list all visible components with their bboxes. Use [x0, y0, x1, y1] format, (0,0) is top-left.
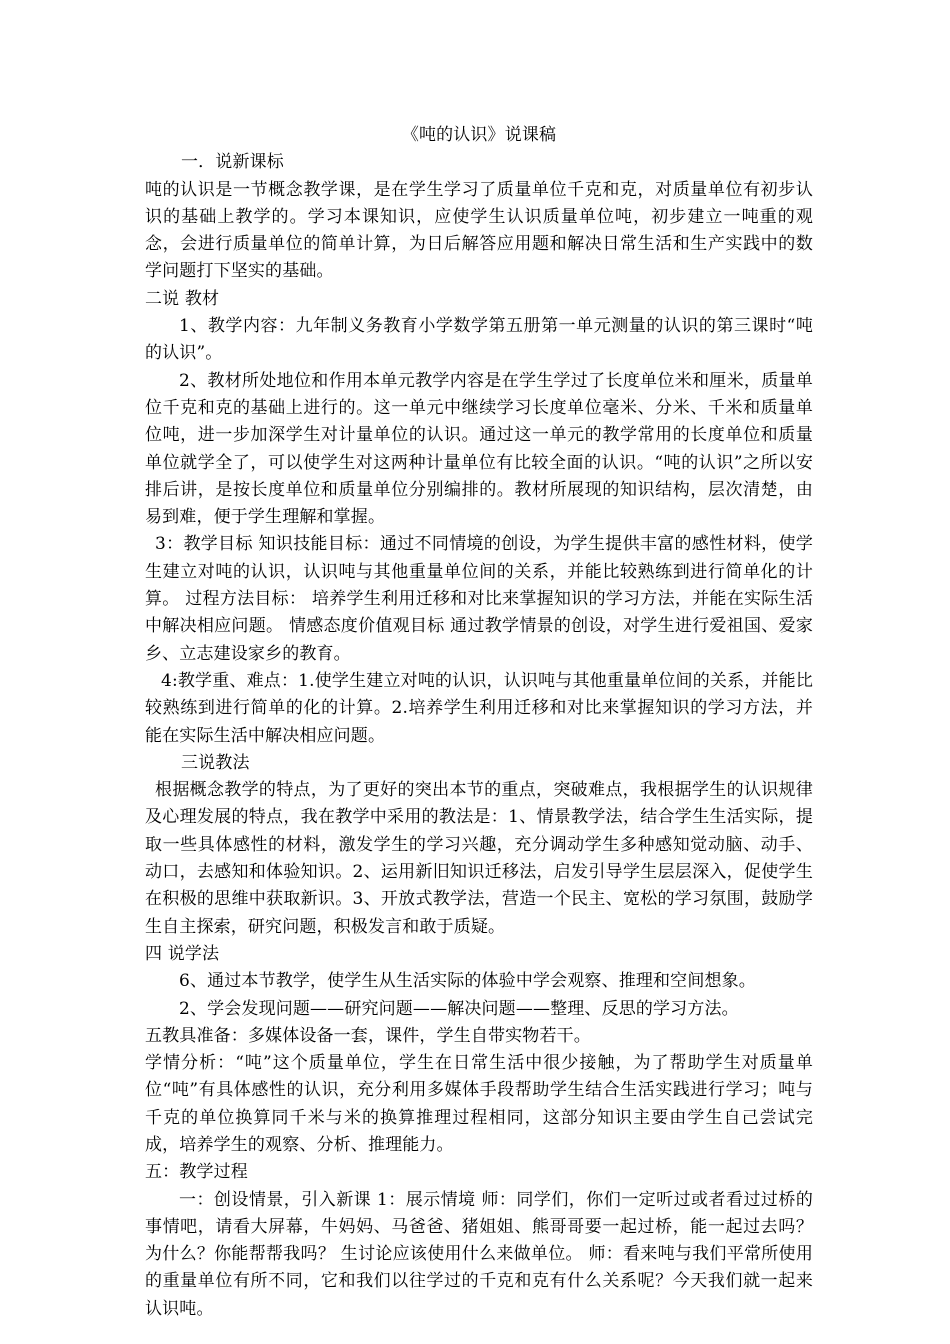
- section-heading-textbook: 二说 教材: [145, 288, 220, 309]
- document-body: [145, 122, 813, 1323]
- document-title: 《吨的认识》说课稿: [401, 125, 557, 145]
- paragraph-learning-method-1: 6、通过本节教学，使学生从生活实际的体验中学会观察、推理和空间想象。: [179, 971, 756, 992]
- paragraph-textbook-role: 2、教材所处地位和作用本单元教学内容是在学生学过了长度单位米和厘米，质量单位千克和克的基础上进行的。这一单元中继续学习长度单位毫米、分米、千米和质量单位吨，进一步加深学生对计量单位的认识。通过这一单元的教学常用的长度单位和质量单位就学全了，可以使学生对这两种计量单位有比较全面的认识。“吨的认识”之所以安排后讲，是按长度单位和质量单位分别编排的。教材所展现的知识结构，层次清楚，由易到难，便于学生理解和掌握。: [145, 370, 813, 528]
- paragraph-student-analysis: 学情分析：“吨”这个质量单位，学生在日常生活中很少接触，为了帮助学生对质量单位“吨”有具体感性的认识，充分利用多媒体手段帮助学生结合生活实践进行学习；吨与千克的单位换算同千米与米的换算推理过程相同，这部分知识主要由学生自己尝试完成，培养学生的观察、分析、推理能力。: [145, 1053, 813, 1155]
- paragraph-teaching-content: 1、教学内容：九年制义务教育小学数学第五册第一单元测量的认识的第三课时“吨的认识”。: [145, 316, 813, 364]
- section-heading-curriculum: 一．说新课标: [181, 152, 284, 173]
- paragraph-teaching-method: 根据概念教学的特点，为了更好的突出本节的重点，突破难点，我根据学生的认识规律及心理发展的特点，我在教学中采用的教法是：1、情景教学法，结合学生生活实际，提取一些具体感性的材料，激发学生的学习兴趣，充分调动学生多种感知觉动脑、动手、动口，去感知和体验知识。2、运用新旧知识迁移法，启发引导学生层层深入，促使学生在积极的思维中获取新识。3、开放式教学法，营造一个民主、宽松的学习氛围，鼓励学生自主探索，研究问题，积极发言和敢于质疑。: [145, 780, 813, 937]
- paragraph-teaching-goals: 3：教学目标 知识技能目标：通过不同情境的创设，为学生提供丰富的感性材料，使学生建立对吨的认识，认识吨与其他重量单位间的关系，并能比较熟练到进行简单化的计算。 过程方法目标： 培养学生利用迁移和对比来掌握知识的学习方法，并能在实际生活中解决相应问题。 情感态度价值观目标 通过教学情景的创设，对学生进行爱祖国、爱家乡、立志建设家乡的教育。: [145, 534, 813, 664]
- paragraph-curriculum: 吨的认识是一节概念教学课，是在学生学习了质量单位千克和克，对质量单位有初步认识的基础上教学的。学习本课知识，应使学生认识质量单位吨，初步建立一吨重的观念，会进行质量单位的简单计算，为日后解答应用题和解决日常生活和生产实践中的数学问题打下坚实的基础。: [145, 179, 813, 282]
- paragraph-teaching-aids: 五教具准备：多媒体设备一套，课件，学生自带实物若干。: [145, 1025, 591, 1046]
- section-heading-teaching-method: 三说教法: [181, 752, 250, 773]
- paragraph-teaching-process: 一：创设情景，引入新课 1：展示情境 师：同学们，你们一定听过或者看过过桥的事情吧，请看大屏幕，牛妈妈、马爸爸、猪姐姐、熊哥哥要一起过桥，能一起过去吗？为什么？你能帮帮我吗？ 生讨论应该使用什么来做单位。 师：看来吨与我们平常所使用的重量单位有所不同，它和我们以往学过的千克和克有什么关系呢？今天我们就一起来认识吨。: [145, 1189, 813, 1319]
- paragraph-key-points: 4:教学重、难点：1.使学生建立对吨的认识，认识吨与其他重量单位间的关系，并能比较熟练到进行简单的化的计算。2.培养学生利用迁移和对比来掌握知识的学习方法，并能在实际生活中解决相应问题。: [145, 670, 813, 746]
- section-heading-learning-method: 四 说学法: [145, 943, 220, 964]
- paragraph-learning-method-2: 2、学会发现问题——研究问题——解决问题——整理、反思的学习方法。: [179, 998, 739, 1019]
- section-heading-teaching-process: 五：教学过程: [145, 1162, 248, 1183]
